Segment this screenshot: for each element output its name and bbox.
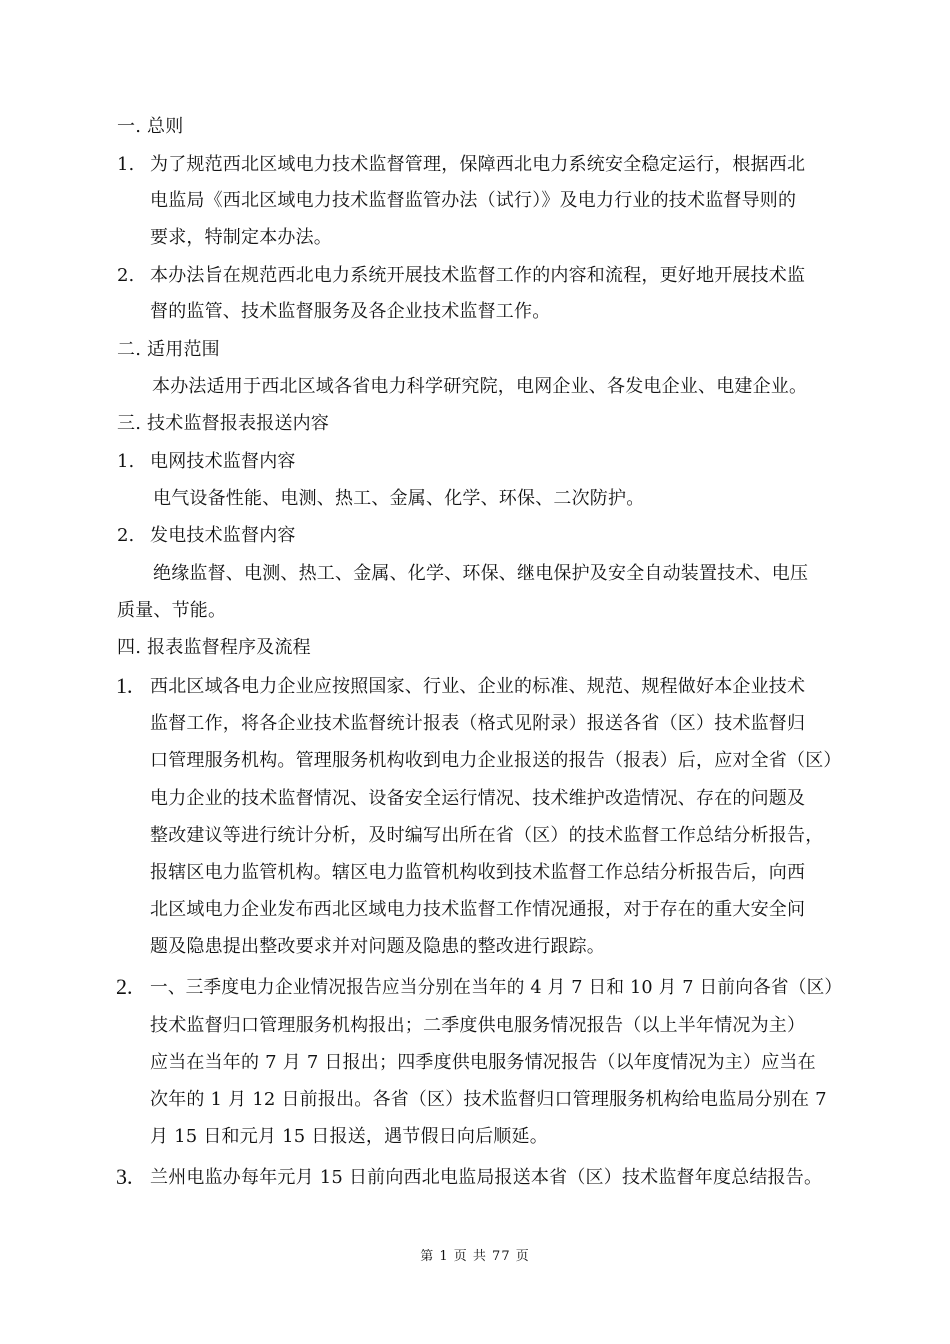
item-number: 1. bbox=[117, 451, 135, 472]
item-number: 2. bbox=[117, 525, 135, 546]
paragraph-line: 监督工作，将各企业技术监督统计报表（格式见附录）报送各省（区）技术监督归 bbox=[150, 713, 806, 734]
subsection-title: 电网技术监督内容 bbox=[150, 451, 296, 472]
paragraph-line: 电监局《西北区域电力技术监督监管办法（试行）》及电力行业的技术监督导则的 bbox=[150, 190, 797, 211]
section-heading-report-content: 三. 技术监督报表报送内容 bbox=[117, 413, 330, 434]
section-heading-scope: 二. 适用范围 bbox=[117, 339, 220, 360]
paragraph-line: 技术监督归口管理服务机构报出；二季度供电服务情况报告（以上半年情况为主） bbox=[150, 1015, 806, 1036]
paragraph-line: 西北区域各电力企业应按照国家、行业、企业的标准、规范、规程做好本企业技术 bbox=[150, 676, 806, 697]
item-number: 1. bbox=[116, 673, 133, 698]
paragraph-line: 督的监管、技术监督服务及各企业技术监督工作。 bbox=[150, 301, 551, 322]
page-number-footer: 第 1 页 共 77 页 bbox=[420, 1249, 530, 1264]
paragraph-line: 兰州电监办每年元月 15 日前向西北电监局报送本省（区）技术监督年度总结报告。 bbox=[150, 1167, 823, 1188]
item-number: 3. bbox=[116, 1164, 133, 1189]
paragraph-line: 质量、节能。 bbox=[117, 600, 227, 621]
paragraph-line: 题及隐患提出整改要求并对问题及隐患的整改进行跟踪。 bbox=[150, 936, 605, 957]
section-heading-general: 一. 总则 bbox=[117, 116, 184, 137]
paragraph-line: 电力企业的技术监督情况、设备安全运行情况、技术维护改造情况、存在的问题及 bbox=[150, 788, 806, 809]
paragraph-line: 本办法旨在规范西北电力系统开展技术监督工作的内容和流程，更好地开展技术监 bbox=[150, 265, 806, 286]
paragraph-line: 要求，特制定本办法。 bbox=[150, 227, 332, 248]
paragraph-line: 月 15 日和元月 15 日报送，遇节假日向后顺延。 bbox=[150, 1126, 548, 1147]
paragraph-line: 绝缘监督、电测、热工、金属、化学、环保、继电保护及安全自动装置技术、电压 bbox=[153, 563, 809, 584]
paragraph-line: 北区域电力企业发布西北区域电力技术监督工作情况通报，对于存在的重大安全问 bbox=[150, 899, 806, 920]
paragraph-line: 整改建议等进行统计分析，及时编写出所在省（区）的技术监督工作总结分析报告， bbox=[150, 825, 824, 846]
paragraph-line: 本办法适用于西北区域各省电力科学研究院，电网企业、各发电企业、电建企业。 bbox=[152, 376, 808, 397]
paragraph-line: 应当在当年的 7 月 7 日报出；四季度供电服务情况报告（以年度情况为主）应当在 bbox=[150, 1052, 816, 1073]
paragraph-line: 口管理服务机构。管理服务机构收到电力企业报送的报告（报表）后，应对全省（区） bbox=[150, 750, 842, 771]
item-number: 2. bbox=[117, 265, 135, 286]
item-number: 1. bbox=[117, 154, 135, 175]
paragraph-line: 为了规范西北区域电力技术监督管理，保障西北电力系统安全稳定运行，根据西北 bbox=[150, 154, 806, 175]
item-number: 2. bbox=[116, 974, 133, 999]
paragraph-line: 报辖区电力监管机构。辖区电力监管机构收到技术监督工作总结分析报告后，向西 bbox=[150, 862, 806, 883]
paragraph-line: 电气设备性能、电测、热工、金属、化学、环保、二次防护。 bbox=[153, 488, 645, 509]
paragraph-line: 次年的 1 月 12 日前报出。各省（区）技术监督归口管理服务机构给电监局分别在 7 bbox=[150, 1089, 827, 1110]
section-heading-procedure: 四. 报表监督程序及流程 bbox=[117, 637, 311, 658]
paragraph-line: 一、三季度电力企业情况报告应当分别在当年的 4 月 7 日和 10 月 7 日前向各省（区） bbox=[150, 977, 843, 998]
subsection-title: 发电技术监督内容 bbox=[150, 525, 296, 546]
